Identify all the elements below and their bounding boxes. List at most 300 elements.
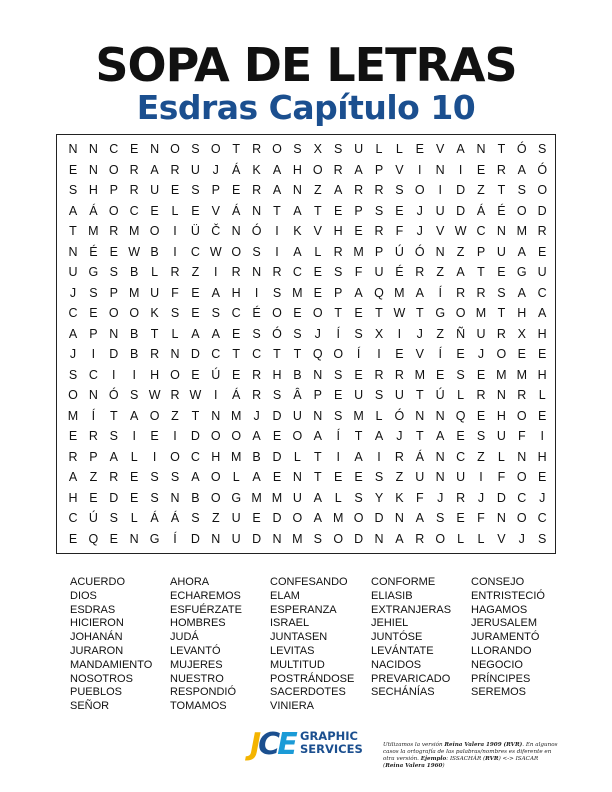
grid-letter[interactable]: D [272,511,282,525]
grid-letter[interactable]: Z [171,408,179,423]
grid-letter[interactable]: Á [89,203,98,218]
grid-letter[interactable]: M [88,224,99,238]
grid-letter[interactable]: O [108,162,119,177]
grid-letter[interactable]: N [272,531,282,546]
grid-letter[interactable]: S [293,142,302,156]
grid-letter[interactable]: T [313,470,322,484]
grid-letter[interactable]: O [210,490,221,505]
grid-letter[interactable]: J [518,531,525,546]
grid-letter[interactable]: E [436,367,445,382]
grid-letter[interactable]: S [334,408,343,423]
grid-letter[interactable]: K [150,306,159,320]
grid-letter[interactable]: L [171,203,179,218]
grid-letter[interactable]: A [436,429,445,443]
grid-letter[interactable]: O [210,429,221,443]
grid-letter[interactable]: T [273,347,281,361]
grid-letter[interactable]: Í [336,326,340,341]
grid-letter[interactable]: N [109,326,119,341]
grid-letter[interactable]: G [149,531,160,546]
grid-letter[interactable]: I [336,449,340,464]
grid-letter[interactable]: U [292,490,302,505]
grid-letter[interactable]: I [254,285,259,300]
grid-letter[interactable]: Z [477,183,485,197]
grid-letter[interactable]: A [354,449,363,464]
grid-letter[interactable]: J [314,326,321,341]
grid-letter[interactable]: N [374,531,384,546]
grid-letter[interactable]: N [292,183,302,197]
grid-letter[interactable]: R [374,183,384,197]
grid-letter[interactable]: A [517,162,526,177]
grid-letter[interactable]: S [191,142,200,156]
grid-letter[interactable]: G [231,490,242,505]
grid-letter[interactable]: D [252,531,262,546]
grid-letter[interactable]: T [150,326,159,341]
grid-letter[interactable]: O [537,183,548,197]
grid-letter[interactable]: A [415,511,424,525]
grid-letter[interactable]: O [353,511,364,525]
grid-letter[interactable]: Í [173,531,177,546]
grid-letter[interactable]: J [69,285,77,300]
grid-letter[interactable]: U [456,470,466,484]
grid-letter[interactable]: O [210,470,221,484]
grid-letter[interactable]: V [497,531,506,546]
grid-letter[interactable]: N [252,265,262,279]
grid-letter[interactable]: C [537,511,547,525]
grid-letter[interactable]: M [271,490,283,505]
grid-letter[interactable]: K [293,224,302,238]
grid-letter[interactable]: D [190,347,200,361]
grid-letter[interactable]: I [275,244,279,259]
grid-letter[interactable]: E [109,531,118,546]
grid-letter[interactable]: R [496,162,506,177]
grid-letter[interactable]: S [334,142,343,156]
grid-letter[interactable]: S [109,265,118,279]
grid-letter[interactable]: R [272,265,282,279]
grid-letter[interactable]: D [456,203,466,218]
grid-letter[interactable]: R [150,347,160,361]
grid-letter[interactable]: N [211,408,221,423]
grid-letter[interactable]: N [435,408,445,423]
grid-letter[interactable]: R [456,490,466,505]
grid-letter[interactable]: S [354,326,363,341]
grid-letter[interactable]: E [68,162,78,177]
grid-letter[interactable]: E [130,470,139,484]
grid-letter[interactable]: E [191,203,200,218]
grid-letter[interactable]: E [89,490,98,505]
grid-letter[interactable]: A [374,429,384,443]
grid-letter[interactable]: A [354,162,363,177]
grid-letter[interactable]: P [89,449,98,464]
grid-letter[interactable]: M [292,531,303,546]
grid-letter[interactable]: S [313,531,322,546]
grid-letter[interactable]: I [397,326,402,341]
grid-letter[interactable]: Z [477,449,485,464]
grid-letter[interactable]: I [214,388,218,402]
grid-letter[interactable]: R [109,470,119,484]
grid-letter[interactable]: T [313,203,322,218]
grid-letter[interactable]: J [396,429,403,443]
grid-letter[interactable]: O [170,449,180,464]
grid-letter[interactable]: Č [211,224,221,238]
grid-letter[interactable]: L [477,531,485,546]
grid-letter[interactable]: T [109,408,118,423]
grid-letter[interactable]: F [415,490,424,505]
grid-letter[interactable]: M [516,224,527,238]
grid-letter[interactable]: T [415,429,424,443]
grid-letter[interactable]: E [456,347,465,361]
grid-letter[interactable]: S [68,367,78,382]
grid-letter[interactable]: E [476,408,486,423]
grid-letter[interactable]: A [68,326,78,341]
grid-letter[interactable]: J [477,490,485,505]
grid-letter[interactable]: S [456,367,465,382]
grid-letter[interactable]: Á [476,203,486,218]
grid-letter[interactable]: R [129,162,139,177]
grid-letter[interactable]: A [191,326,200,341]
grid-letter[interactable]: M [332,511,344,525]
grid-letter[interactable]: D [354,531,364,546]
grid-letter[interactable]: A [252,470,261,484]
grid-letter[interactable]: E [476,162,486,177]
grid-letter[interactable]: D [272,408,282,423]
grid-letter[interactable]: L [395,142,403,156]
grid-letter[interactable]: S [293,326,302,341]
grid-letter[interactable]: M [128,285,140,300]
grid-letter[interactable]: C [129,203,139,218]
grid-letter[interactable]: S [130,388,139,402]
grid-letter[interactable]: É [252,306,261,320]
grid-letter[interactable]: V [415,347,424,361]
grid-letter[interactable]: A [395,531,404,546]
grid-letter[interactable]: O [455,306,466,320]
grid-letter[interactable]: H [537,449,547,464]
grid-letter[interactable]: E [395,203,404,218]
grid-letter[interactable]: S [150,470,159,484]
grid-letter[interactable]: Á [415,449,424,464]
grid-letter[interactable]: O [272,306,282,320]
grid-letter[interactable]: R [476,388,486,402]
grid-letter[interactable]: D [190,429,200,443]
grid-letter[interactable]: E [395,347,404,361]
grid-letter[interactable]: L [457,388,465,402]
grid-letter[interactable]: L [334,490,342,505]
grid-letter[interactable]: I [377,449,381,464]
grid-letter[interactable]: O [516,203,527,218]
grid-letter[interactable]: É [497,203,506,218]
grid-letter[interactable]: W [189,388,202,402]
grid-letter[interactable]: Á [150,511,159,525]
grid-letter[interactable]: B [252,449,261,464]
grid-letter[interactable]: U [68,265,78,279]
grid-letter[interactable]: L [538,388,546,402]
grid-letter[interactable]: Í [438,347,442,361]
grid-letter[interactable]: I [132,429,136,443]
grid-letter[interactable]: R [170,388,180,402]
grid-letter[interactable]: E [68,531,78,546]
grid-letter[interactable]: H [211,449,221,464]
grid-letter[interactable]: E [232,367,241,382]
grid-letter[interactable]: R [252,367,262,382]
grid-letter[interactable]: A [538,306,547,320]
grid-letter[interactable]: Z [89,470,98,484]
grid-letter[interactable]: E [538,347,547,361]
grid-letter[interactable]: R [231,265,241,279]
grid-letter[interactable]: M [230,408,242,423]
grid-letter[interactable]: E [272,470,282,484]
grid-letter[interactable]: N [313,408,323,423]
grid-letter[interactable]: R [374,367,384,382]
grid-letter[interactable]: A [313,429,322,443]
grid-letter[interactable]: A [211,326,220,341]
grid-letter[interactable]: S [170,470,180,484]
grid-letter[interactable]: U [476,326,486,341]
grid-letter[interactable]: S [374,470,384,484]
grid-letter[interactable]: N [435,244,445,259]
grid-letter[interactable]: O [210,142,221,156]
grid-letter[interactable]: K [252,162,261,177]
grid-letter[interactable]: H [333,224,343,238]
grid-letter[interactable]: E [130,490,139,505]
grid-letter[interactable]: B [130,347,139,361]
grid-letter[interactable]: N [496,511,506,525]
grid-letter[interactable]: J [69,347,77,361]
grid-letter[interactable]: Q [455,408,466,423]
grid-letter[interactable]: F [517,429,526,443]
grid-letter[interactable]: N [170,490,180,505]
grid-letter[interactable]: Z [313,183,322,197]
grid-letter[interactable]: R [354,183,364,197]
grid-letter[interactable]: H [272,367,282,382]
grid-letter[interactable]: P [374,244,384,259]
grid-letter[interactable]: Ó [251,224,262,238]
grid-letter[interactable]: T [497,183,506,197]
grid-letter[interactable]: L [497,449,505,464]
grid-letter[interactable]: Z [395,470,404,484]
grid-letter[interactable]: T [497,142,506,156]
grid-letter[interactable]: N [211,531,221,546]
grid-letter[interactable]: X [374,326,384,341]
grid-letter[interactable]: E [538,470,547,484]
grid-letter[interactable]: I [152,449,157,464]
grid-letter[interactable]: X [517,326,526,341]
grid-letter[interactable]: N [313,367,323,382]
grid-letter[interactable]: K [395,490,404,505]
grid-letter[interactable]: R [88,429,98,443]
grid-letter[interactable]: N [88,388,98,402]
grid-letter[interactable]: E [293,306,302,320]
grid-letter[interactable]: R [496,326,506,341]
grid-letter[interactable]: I [112,367,116,382]
grid-letter[interactable]: M [394,285,405,300]
grid-letter[interactable]: H [496,408,506,423]
grid-letter[interactable]: O [333,347,344,361]
grid-letter[interactable]: A [68,470,78,484]
grid-letter[interactable]: I [377,347,381,361]
grid-letter[interactable]: E [354,224,363,238]
grid-letter[interactable]: L [375,142,383,156]
grid-letter[interactable]: C [517,490,527,505]
grid-letter[interactable]: R [537,224,547,238]
grid-letter[interactable]: O [108,203,119,218]
grid-letter[interactable]: E [150,429,159,443]
grid-letter[interactable]: W [209,244,222,259]
grid-letter[interactable]: V [436,142,445,156]
grid-letter[interactable]: A [293,203,302,218]
grid-letter[interactable]: E [191,367,200,382]
grid-letter[interactable]: D [374,511,384,525]
grid-letter[interactable]: E [191,285,200,300]
grid-letter[interactable]: H [231,285,241,300]
grid-letter[interactable]: C [68,511,78,525]
grid-letter[interactable]: Á [170,511,180,525]
grid-letter[interactable]: E [109,244,118,259]
grid-letter[interactable]: A [313,511,322,525]
grid-letter[interactable]: A [109,449,118,464]
grid-letter[interactable]: P [313,388,322,402]
grid-letter[interactable]: A [456,142,465,156]
grid-letter[interactable]: U [354,142,364,156]
grid-letter[interactable]: Í [336,429,340,443]
grid-letter[interactable]: F [171,285,179,300]
grid-letter[interactable]: A [272,183,282,197]
grid-letter[interactable]: H [292,162,302,177]
grid-letter[interactable]: A [517,244,526,259]
grid-letter[interactable]: R [415,531,425,546]
grid-letter[interactable]: M [67,408,79,423]
grid-letter[interactable]: N [68,142,78,156]
grid-letter[interactable]: E [170,183,180,197]
grid-letter[interactable]: O [68,388,78,402]
grid-letter[interactable]: R [476,285,486,300]
grid-letter[interactable]: A [313,490,322,505]
grid-letter[interactable]: D [456,183,466,197]
grid-letter[interactable]: T [375,306,383,320]
grid-letter[interactable]: T [354,429,363,443]
grid-letter[interactable]: A [517,285,526,300]
grid-letter[interactable]: D [109,490,119,505]
grid-letter[interactable]: U [374,265,384,279]
grid-letter[interactable]: T [69,224,77,238]
grid-letter[interactable]: A [415,285,424,300]
grid-letter[interactable]: H [150,367,160,382]
grid-letter[interactable]: E [334,470,343,484]
grid-letter[interactable]: L [293,449,301,464]
grid-letter[interactable]: R [394,367,404,382]
grid-letter[interactable]: N [150,142,160,156]
grid-letter[interactable]: E [191,306,200,320]
grid-letter[interactable]: P [109,285,118,300]
grid-letter[interactable]: I [458,162,463,177]
grid-letter[interactable]: A [68,203,78,218]
grid-letter[interactable]: A [191,470,200,484]
grid-letter[interactable]: B [130,265,139,279]
grid-letter[interactable]: R [170,162,180,177]
grid-letter[interactable]: B [130,326,139,341]
grid-letter[interactable]: A [456,265,465,279]
grid-letter[interactable]: Q [374,285,384,300]
grid-letter[interactable]: I [173,429,177,443]
grid-letter[interactable]: O [129,306,140,320]
grid-letter[interactable]: G [516,265,527,279]
grid-letter[interactable]: S [252,244,261,259]
grid-letter[interactable]: Ú [394,244,404,259]
grid-letter[interactable]: N [88,162,98,177]
grid-letter[interactable]: N [476,142,486,156]
grid-letter[interactable]: P [109,183,118,197]
grid-letter[interactable]: T [415,306,424,320]
grid-letter[interactable]: T [334,306,342,320]
grid-letter[interactable]: M [230,449,242,464]
grid-letter[interactable]: Z [436,326,444,341]
grid-letter[interactable]: T [191,408,200,423]
grid-letter[interactable]: O [292,511,303,525]
grid-letter[interactable]: E [313,265,322,279]
grid-letter[interactable]: N [415,408,425,423]
grid-letter[interactable]: S [476,429,486,443]
grid-letter[interactable]: S [538,531,547,546]
grid-letter[interactable]: O [414,183,425,197]
grid-letter[interactable]: J [477,347,485,361]
grid-letter[interactable]: I [479,470,483,484]
grid-letter[interactable]: O [312,162,323,177]
grid-letter[interactable]: E [517,347,526,361]
grid-letter[interactable]: S [354,490,363,505]
grid-letter[interactable]: L [130,449,138,464]
grid-letter[interactable]: N [231,224,241,238]
grid-letter[interactable]: O [516,408,527,423]
grid-letter[interactable]: M [475,306,487,320]
grid-letter[interactable]: W [393,306,406,320]
grid-letter[interactable]: Ú [211,367,221,382]
grid-letter[interactable]: B [293,367,302,382]
grid-letter[interactable]: M [516,367,527,382]
grid-letter[interactable]: L [232,470,240,484]
grid-letter[interactable]: S [374,388,384,402]
grid-letter[interactable]: O [516,470,527,484]
grid-letter[interactable]: E [232,326,241,341]
grid-letter[interactable]: R [456,285,466,300]
grid-letter[interactable]: B [191,490,200,505]
grid-letter[interactable]: O [231,429,242,443]
grid-letter[interactable]: F [477,511,485,525]
grid-letter[interactable]: O [149,224,160,238]
grid-letter[interactable]: H [537,326,547,341]
grid-letter[interactable]: M [292,285,303,300]
grid-letter[interactable]: H [68,490,78,505]
grid-letter[interactable]: Y [374,490,384,505]
grid-letter[interactable]: T [293,347,302,361]
grid-letter[interactable]: E [150,203,159,218]
grid-letter[interactable]: V [436,224,445,238]
grid-letter[interactable]: I [173,244,177,259]
grid-letter[interactable]: S [395,183,404,197]
grid-letter[interactable]: N [496,224,506,238]
grid-letter[interactable]: M [128,224,140,238]
grid-letter[interactable]: Ú [435,388,445,402]
grid-letter[interactable]: Z [191,265,200,279]
grid-letter[interactable]: R [517,388,527,402]
grid-letter[interactable]: T [415,388,424,402]
grid-letter[interactable]: S [517,183,526,197]
grid-letter[interactable]: A [150,162,159,177]
grid-letter[interactable]: S [211,306,220,320]
grid-letter[interactable]: R [68,449,78,464]
grid-letter[interactable]: D [190,531,200,546]
grid-letter[interactable]: J [437,490,444,505]
grid-letter[interactable]: E [354,306,363,320]
grid-letter[interactable]: V [211,203,220,218]
grid-letter[interactable]: O [496,347,507,361]
